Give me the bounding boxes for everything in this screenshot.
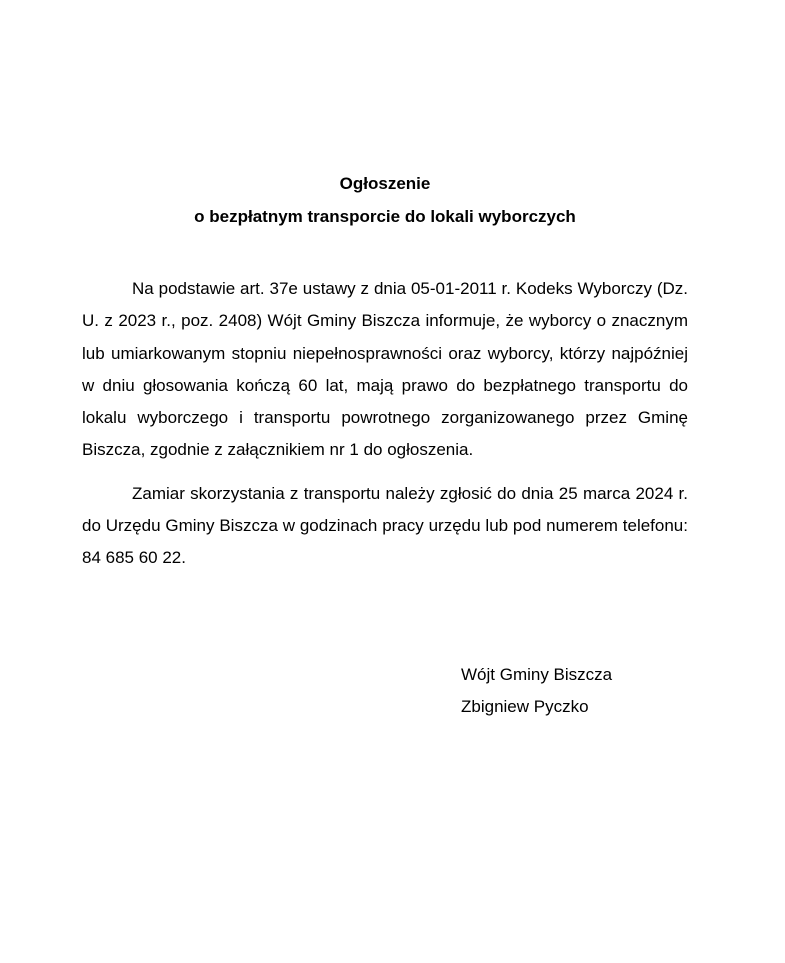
signature-name: Zbigniew Pyczko <box>461 697 589 716</box>
title-block <box>82 167 688 233</box>
signature-block <box>461 659 612 723</box>
paragraph-contact-info: Zamiar skorzystania z transportu należy zgłosić do dnia 25 marca 2024 r. do Urzędu Gminy Biszcza w godzinach pracy urzędu lub pod numerem telefonu: 84 685 60 22. <box>82 483 688 568</box>
paragraphs <box>82 273 688 575</box>
document-title: Ogłoszenie <box>339 174 431 193</box>
signature-role: Wójt Gminy Biszcza <box>461 665 613 684</box>
document-body <box>82 0 688 575</box>
paragraph-legal-basis: Na podstawie art. 37e ustawy z dnia 05-01-2011 r. Kodeks Wyborczy (Dz. U. z 2023 r., poz. 2408) Wójt Gminy Biszcza informuje, że wyborcy o znacznym lub umiarkowanym stopniu niepełnosprawności oraz wyborcy, którzy najpóźniej w dniu głosowania kończą 60 lat, mają prawo do bezpłatnego transportu do lokalu wyborczego i transportu powrotnego zorganizowanego przez Gminę Biszcza, zgodnie z załącznikiem nr 1 do ogłoszenia. <box>82 279 688 460</box>
document-subtitle: o bezpłatnym transporcie do lokali wyborczych <box>194 207 576 226</box>
